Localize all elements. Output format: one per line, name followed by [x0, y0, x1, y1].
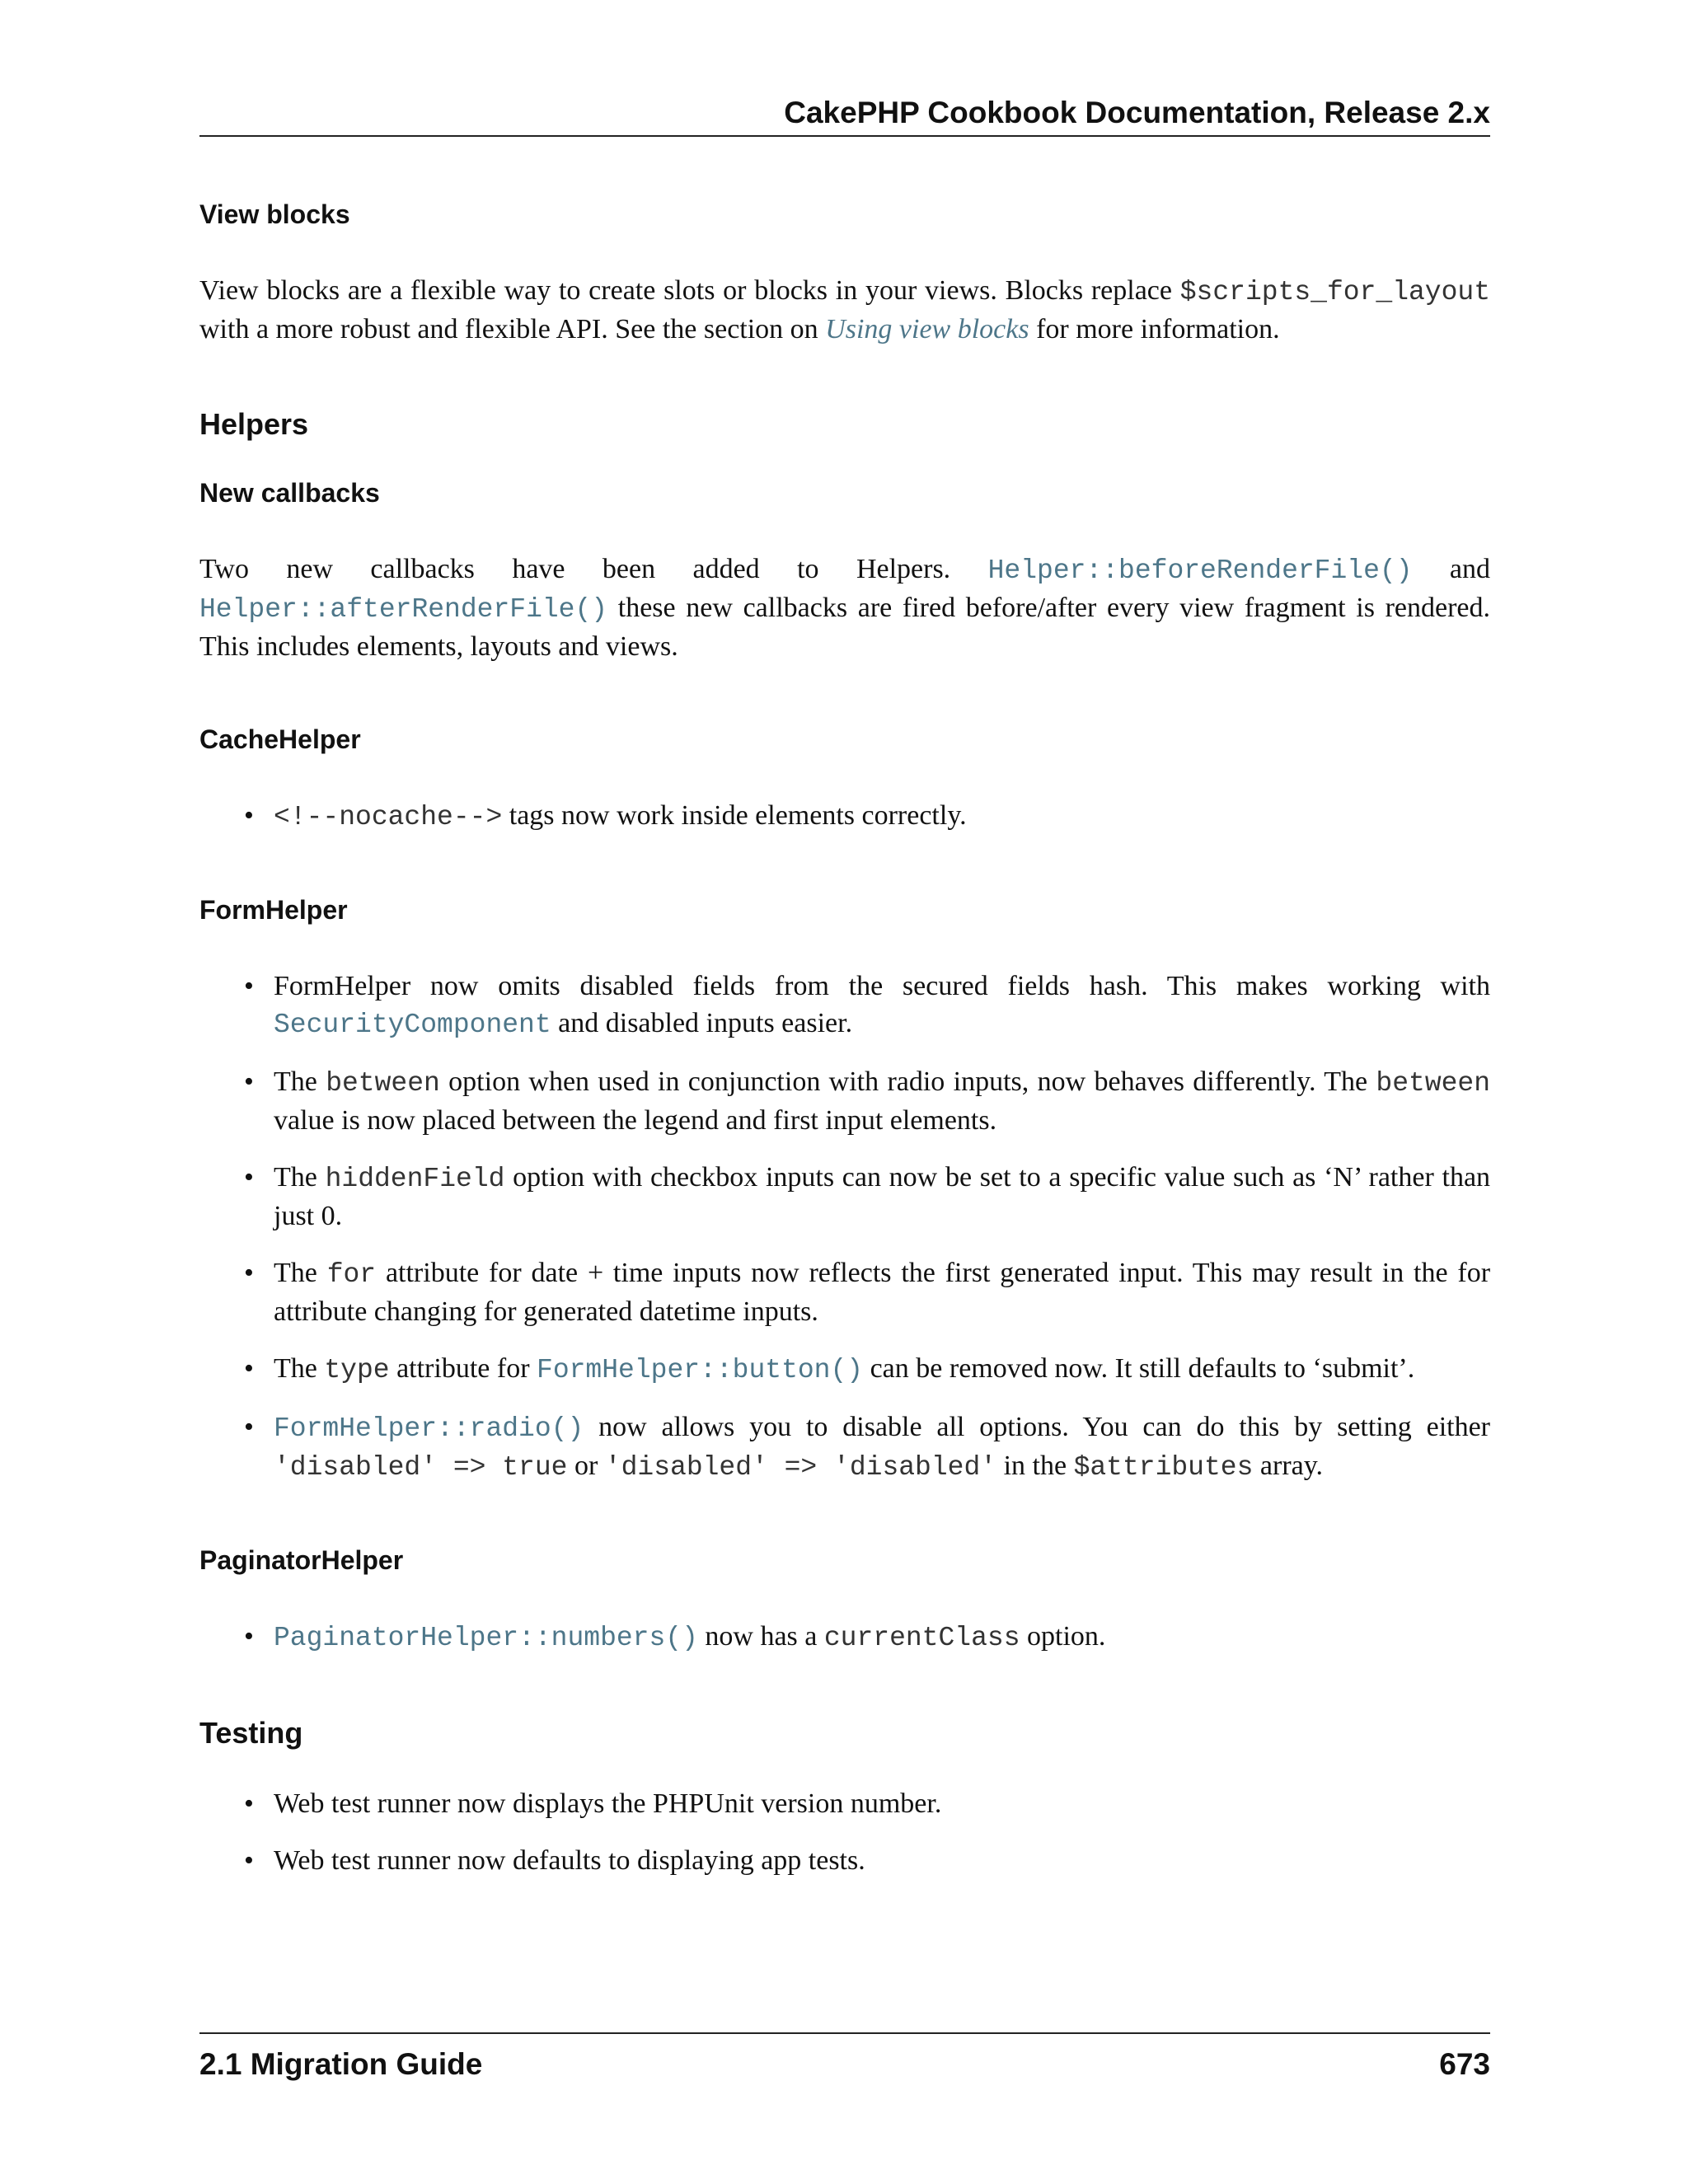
heading-paginatorhelper: PaginatorHelper: [199, 1545, 404, 1575]
list-item: • Web test runner now displays the PHPUnit version number.: [274, 1785, 1490, 1822]
paragraph-new-callbacks: Two new callbacks have been added to Helpers. Helper::beforeRenderFile() and Helper::afterRenderFile() these new callbacks are fired before/after every view fragment is rendered. This includes elements, layouts and views.: [199, 554, 1491, 662]
running-header: [199, 91, 1490, 137]
page-content: [199, 198, 1490, 1879]
link-security-component[interactable]: SecurityComponent: [274, 1010, 551, 1040]
list-item: • FormHelper::radio() now allows you to disable all options. You can do this by setting either 'disabled' => true or 'disabled' => 'disabled' in the $attributes array.: [274, 1408, 1490, 1486]
list-item: • The type attribute for FormHelper::button() can be removed now. It still defaults to ‘submit’.: [274, 1350, 1490, 1389]
link-paginator-numbers[interactable]: PaginatorHelper::numbers(): [274, 1623, 698, 1653]
link-formhelper-radio[interactable]: FormHelper::radio(): [274, 1413, 584, 1444]
paragraph-view-blocks: View blocks are a flexible way to create slots or blocks in your views. Blocks replace $scripts_for_layout with a more robust and flexible API. See the section on Using view blocks for more information.: [199, 275, 1491, 344]
link-after-render-file[interactable]: Helper::afterRenderFile(): [199, 594, 608, 625]
header-title: CakePHP Cookbook Documentation, Release 2.x: [784, 96, 1490, 129]
testing-list: [199, 1785, 1490, 1879]
heading-view-blocks: View blocks: [199, 199, 350, 229]
list-item: • PaginatorHelper::numbers() now has a currentClass option.: [274, 1618, 1490, 1657]
page-number: 673: [1439, 2047, 1490, 2081]
list-item: • <!--nocache--> tags now work inside elements correctly.: [274, 797, 1490, 836]
heading-helpers: Helpers: [199, 407, 309, 441]
link-before-render-file[interactable]: Helper::beforeRenderFile(): [987, 555, 1413, 586]
footer-section-title: 2.1 Migration Guide: [199, 2047, 483, 2081]
list-item: • Web test runner now defaults to displaying app tests.: [274, 1842, 1490, 1879]
code-scripts-for-layout: $scripts_for_layout: [1179, 277, 1491, 307]
list-item: • The between option when used in conjunction with radio inputs, now behaves differently. The between value is now placed between the legend and first input elements.: [274, 1063, 1490, 1139]
heading-cachehelper: CacheHelper: [199, 724, 361, 754]
cachehelper-list: [199, 797, 1490, 836]
list-item: • The hiddenField option with checkbox inputs can now be set to a specific value such as ‘N’ rather than just 0.: [274, 1159, 1490, 1235]
paginatorhelper-list: [199, 1618, 1490, 1657]
list-item: • The for attribute for date + time inputs now reflects the first generated input. This may result in the for attribute changing for generated datetime inputs.: [274, 1254, 1490, 1330]
link-using-view-blocks[interactable]: Using view blocks: [825, 314, 1029, 344]
heading-formhelper: FormHelper: [199, 895, 348, 925]
heading-new-callbacks: New callbacks: [199, 478, 380, 508]
running-footer: [199, 2032, 1490, 2085]
formhelper-list: [199, 968, 1490, 1486]
list-item: • FormHelper now omits disabled fields from the secured fields hash. This makes working with SecurityComponent and disabled inputs easier.: [274, 968, 1490, 1043]
link-formhelper-button[interactable]: FormHelper::button(): [537, 1355, 864, 1385]
heading-testing: Testing: [199, 1716, 303, 1750]
